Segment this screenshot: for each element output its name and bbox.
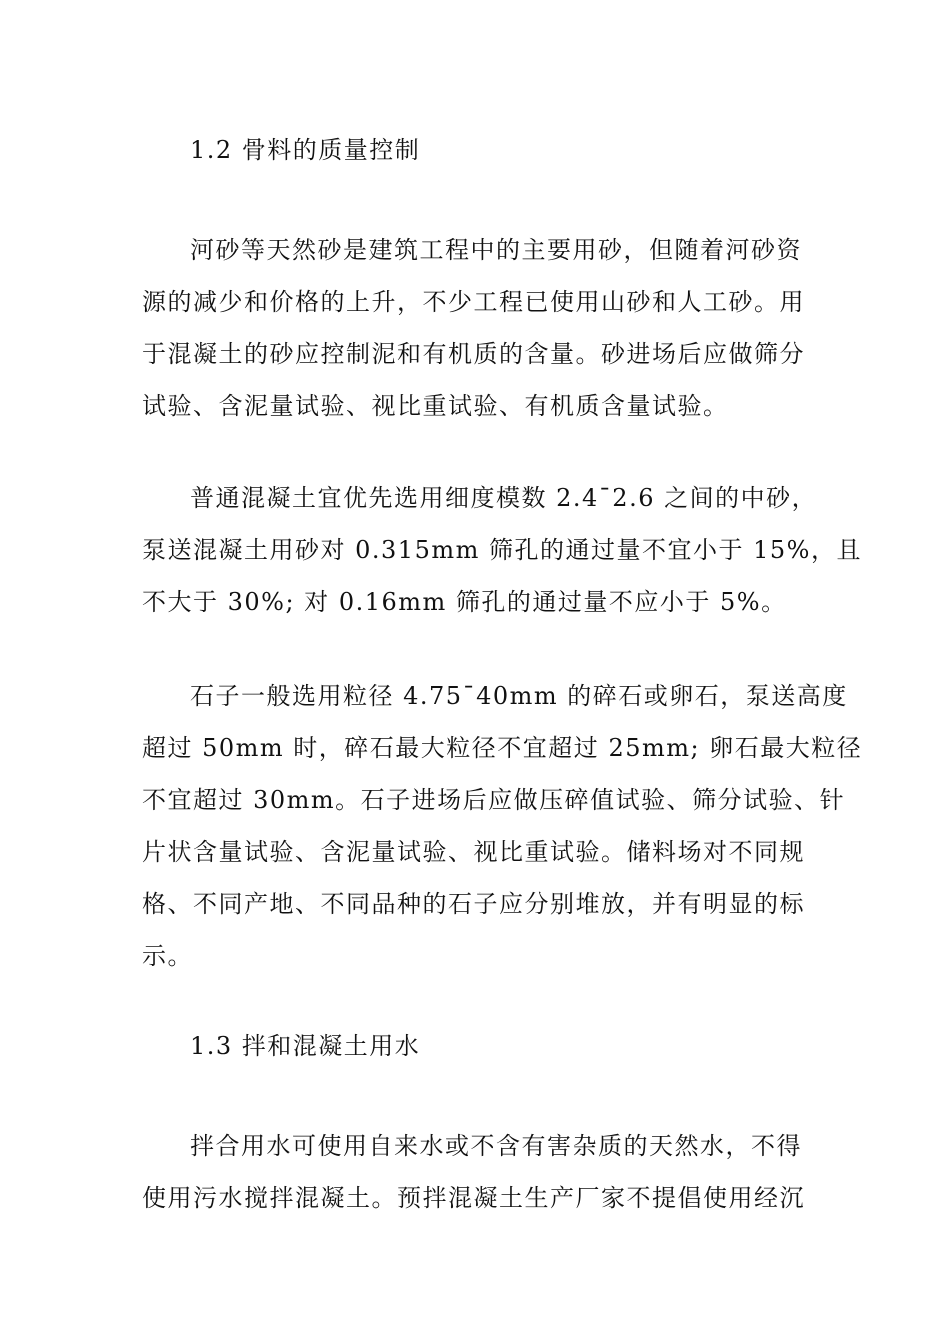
text-line: 于混凝土的砂应控制泥和有机质的含量。砂进场后应做筛分 [142,340,805,368]
text-line: 示。 [142,942,193,970]
paragraph-medium-sand [142,472,862,628]
text-line: 拌合用水可使用自来水或不含有害杂质的天然水，不得 [190,1132,802,1160]
text-line: 片状含量试验、含泥量试验、视比重试验。储料场对不同规 [142,838,805,866]
paragraph-natural-sand [142,224,810,432]
text-line: 石子一般选用粒径 4.75¯40mm 的碎石或卵石，泵送高度 [190,682,848,710]
text-line: 普通混凝土宜优先选用细度模数 2.4¯2.6 之间的中砂， [190,484,818,512]
paragraph-gravel [142,670,863,982]
section-heading-1-2: 1.2 骨料的质量控制 [190,136,421,164]
text-line: 泵送混凝土用砂对 0.315mm 筛孔的通过量不宜小于 15%，且 [142,536,862,564]
text-line: 不宜超过 30mm。石子进场后应做压碎值试验、筛分试验、针 [142,786,846,814]
text-line: 格、不同产地、不同品种的石子应分别堆放，并有明显的标 [142,890,805,918]
text-line: 使用污水搅拌混凝土。预拌混凝土生产厂家不提倡使用经沉 [142,1184,805,1212]
text-line: 试验、含泥量试验、视比重试验、有机质含量试验。 [142,392,729,420]
text-line: 超过 50mm 时，碎石最大粒径不宜超过 25mm; 卵石最大粒径 [142,734,863,762]
section-heading-1-3: 1.3 拌和混凝土用水 [190,1032,421,1060]
text-line: 不大于 30%; 对 0.16mm 筛孔的通过量不应小于 5%。 [142,588,787,616]
text-line: 源的减少和价格的上升，不少工程已使用山砂和人工砂。用 [142,288,805,316]
paragraph-mixing-water [142,1120,810,1224]
text-line: 河砂等天然砂是建筑工程中的主要用砂，但随着河砂资 [190,236,802,264]
